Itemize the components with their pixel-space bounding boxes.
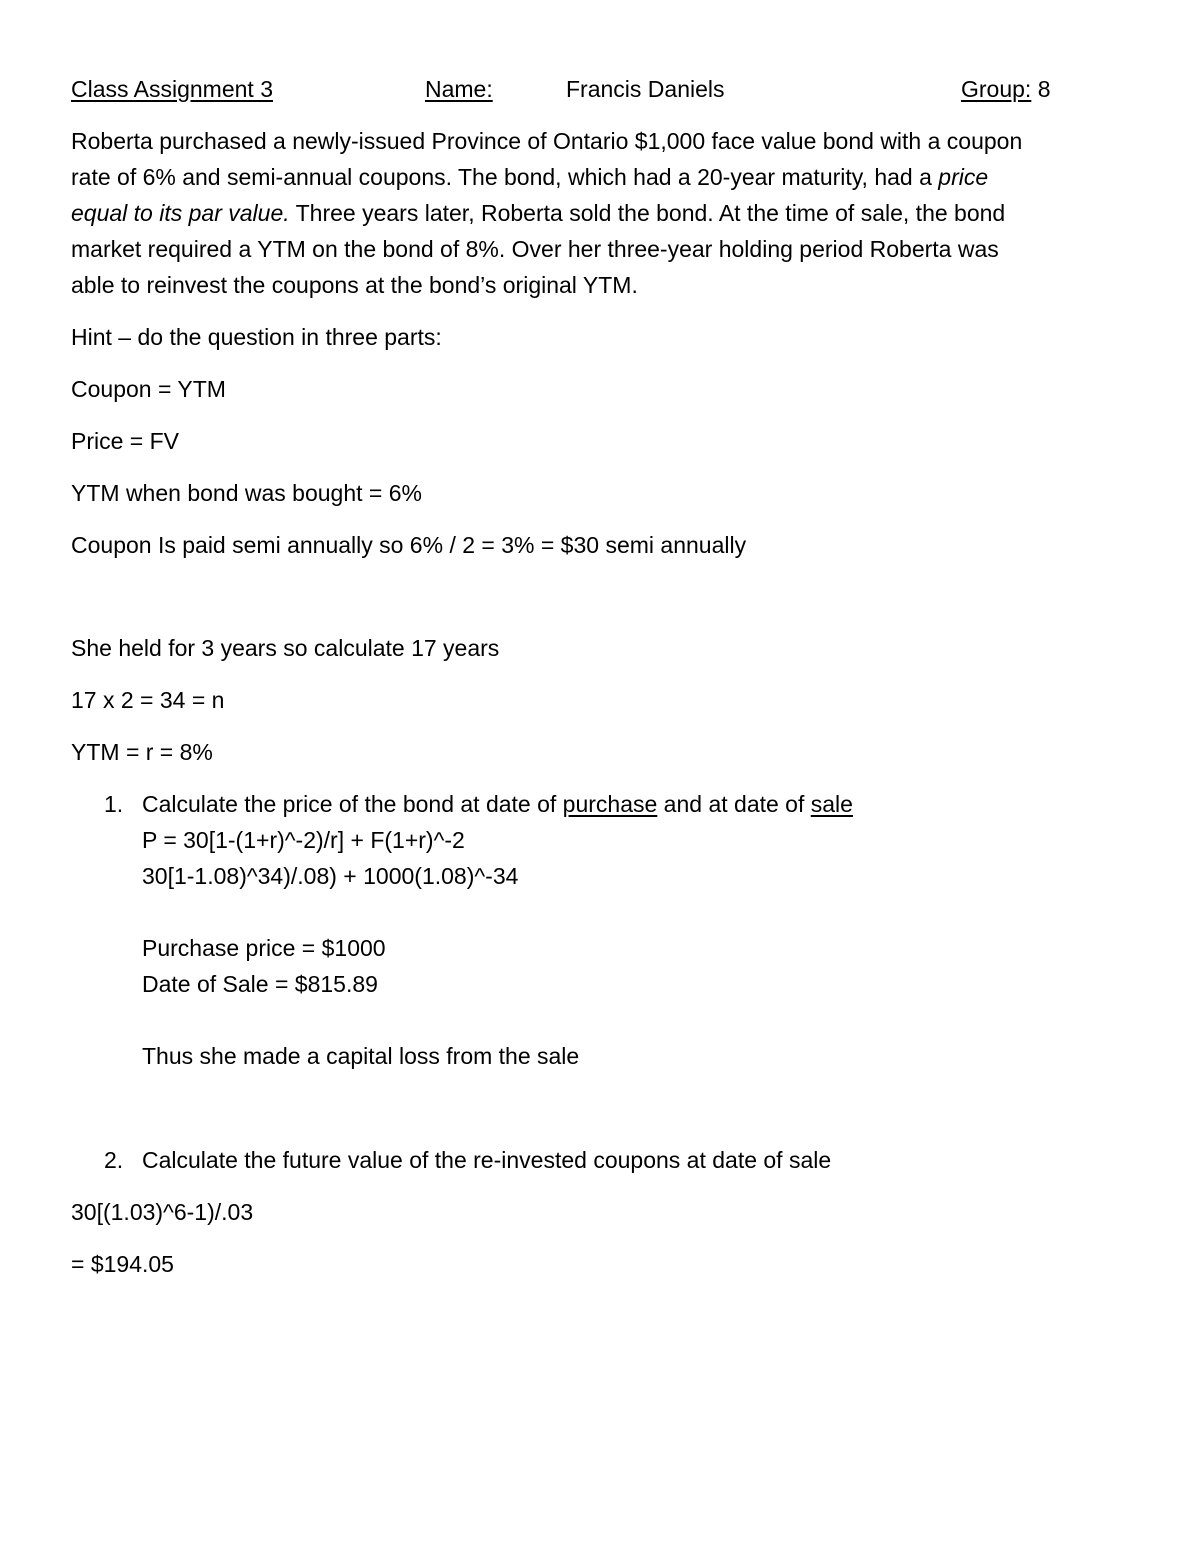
step-1-formula-values: 30[1-1.08)^34)/.08) + 1000(1.08)^-34 [142, 863, 519, 889]
assignment-title: Class Assignment 3 [71, 76, 273, 102]
step-2-number: 2. [104, 1147, 124, 1173]
step-2-result: = $194.05 [71, 1251, 174, 1277]
problem-line-3-text: Three years later, Roberta sold the bond. At the time of sale, the bond [289, 200, 1006, 226]
problem-line-3-italic: equal to its par value. [71, 200, 290, 226]
problem-line-4: market required a YTM on the bond of 8%. Over her three-year holding period Roberta was [71, 236, 999, 262]
step-1-sale-price: Date of Sale = $815.89 [142, 971, 378, 997]
header-assignment [71, 78, 273, 101]
step-2-heading: Calculate the future value of the re-invested coupons at date of sale [142, 1147, 832, 1173]
step-1-sale: sale [810, 791, 853, 817]
step-1-purchase: purchase [562, 791, 658, 817]
price-fv-text: Price = FV [71, 428, 180, 454]
header-group [961, 78, 1051, 101]
problem-line-2 [71, 166, 988, 189]
r-calc-text: YTM = r = 8% [71, 739, 213, 765]
step-1-heading [142, 793, 853, 816]
problem-line-5: able to reinvest the coupons at the bond’s original YTM. [71, 272, 638, 298]
step-1-formula: P = 30[1-(1+r)^-2)/r] + F(1+r)^-2 [142, 827, 465, 853]
hint-text: Hint – do the question in three parts: [71, 324, 442, 350]
n-calc-text: 17 x 2 = 34 = n [71, 687, 225, 713]
coupon-semi-text: Coupon Is paid semi annually so 6% / 2 = 3% = $30 semi annually [71, 532, 747, 558]
step-1-text-pre: Calculate the price of the bond at date of [142, 791, 563, 817]
name-label: Name: [425, 76, 493, 102]
step-1-text-mid: and at date of [657, 791, 811, 817]
step-2-formula: 30[(1.03)^6-1)/.03 [71, 1199, 254, 1225]
problem-line-2-text: rate of 6% and semi-annual coupons. The bond, which had a 20-year maturity, had a [71, 164, 939, 190]
step-1-purchase-price: Purchase price = $1000 [142, 935, 386, 961]
held-text: She held for 3 years so calculate 17 years [71, 635, 500, 661]
coupon-ytm-text: Coupon = YTM [71, 376, 226, 402]
problem-line-1: Roberta purchased a newly-issued Province of Ontario $1,000 face value bond with a coupon [71, 128, 1023, 154]
step-1-number: 1. [104, 791, 124, 817]
problem-line-2-italic: price [938, 164, 989, 190]
header-name-label [425, 78, 493, 101]
group-label: Group: [961, 76, 1032, 102]
group-value: 8 [1037, 76, 1051, 102]
ytm-bought-text: YTM when bond was bought = 6% [71, 480, 422, 506]
step-1-conclusion: Thus she made a capital loss from the sale [142, 1043, 580, 1069]
problem-line-3 [71, 202, 1005, 225]
header-name-value: Francis Daniels [566, 76, 725, 102]
